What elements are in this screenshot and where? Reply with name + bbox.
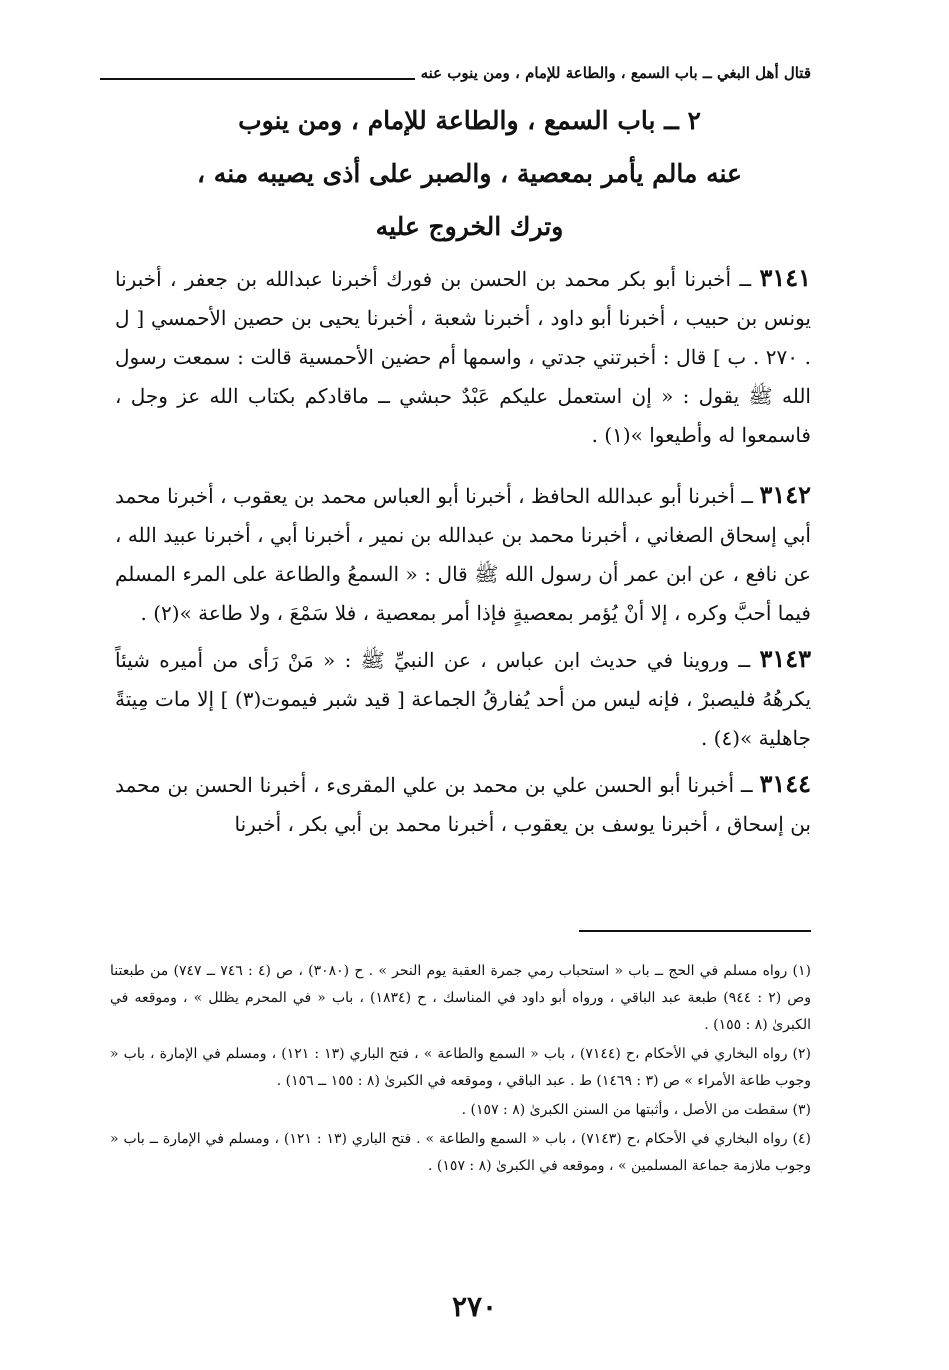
running-header [100,58,811,88]
hadith-3141 [115,258,811,455]
hadith-text: ــ أخبرنا أبو عبدالله الحافظ ، أخبرنا أبو العباس محمد بن يعقوب ، أخبرنا محمد أبي إسحاق الصغاني ، أخبرنا محمد بن عبدالله بن نمير ، أخبرنا أبي ، أخبرنا عبيد الله ، عن نافع ، عن ابن عمر أن رسول الله ﷺ قال : « السمعُ والطاعة على المرء المسلم فيما أحبَّ وكره ، إلا أنْ يُؤمر بمعصيةٍ فإذا أمر بمعصية ، فلا سَمْعَ ، ولا طاعة »(٢) . [115,484,811,625]
hadith-text: ــ وروينا في حديث ابن عباس ، عن النبيِّ ﷺ : « مَنْ رَأى من أميره شيئاً يكرهُهُ فليصبرْ ، فإنه ليس من أحد يُفارقُ الجماعة [ قيد شبر فيموت(٣) ] إلا مات مِيتةً جاهلية »(٤) . [115,648,812,750]
hadith-text: ــ أخبرنا أبو بكر محمد بن الحسن بن فورك أخبرنا عبدالله بن جعفر ، أخبرنا يونس بن حبيب ، أخبرنا أبو داود ، أخبرنا شعبة ، أخبرنا يحيى بن حصين الأحمسي [ ل . ٢٧٠ . ب ] قال : أخبرتني جدتي ، واسمها أم حضين الأحمسية قالت : سمعت رسول الله ﷺ يقول : « إن استعمل عليكم عَبْدٌ حبشي ــ ماقادكم بكتاب الله عز وجل ، فاسمعوا له وأطيعوا »(١) . [115,267,812,447]
chapter-title-line-3: وترك الخروج عليه [375,212,564,241]
running-header-text: قتال أهل البغي ــ باب السمع ، والطاعة للإمام ، ومن ينوب عنه [420,64,811,82]
chapter-title [120,94,819,253]
hadith-number: ٣١٤٤ [759,769,811,798]
main-text [115,258,811,844]
hadith-number: ٣١٤١ [759,263,811,292]
footnotes [110,958,811,1180]
footnote-3: (٣) سقطت من الأصل ، وأثبتها من السنن الكبرىٰ (٨ : ١٥٧) . [461,1102,811,1118]
chapter-title-line-1: ٢ ــ باب السمع ، والطاعة للإمام ، ومن ينوب [238,106,701,135]
hadith-text: ــ أخبرنا أبو الحسن علي بن محمد بن علي المقرىء ، أخبرنا الحسن بن محمد بن إسحاق ، أخبرنا يوسف بن يعقوب ، أخبرنا محمد بن أبي بكر ، أخبرنا [115,773,811,836]
hadith-3142 [115,475,811,633]
hadith-3143 [115,639,811,758]
header-rule [100,78,415,80]
page-number: ٢٧٠ [451,1290,498,1323]
hadith-number: ٣١٤٣ [759,644,811,673]
chapter-title-line-2: عنه مالم يأمر بمعصية ، والصبر على أذى يصيبه منه ، [197,159,742,188]
hadith-number: ٣١٤٢ [759,480,811,509]
footnote-separator [579,930,811,932]
footnote-4: (٤) رواه البخاري في الأحكام ،ح (٧١٤٣) ، باب « السمع والطاعة » . فتح الباري (١٣ : ١٢١) ، ومسلم في الإمارة ــ باب « وجوب ملازمة جماعة المسلمين » ، وموقعه في الكبرىٰ (٨ : ١٥٧) . [110,1131,811,1174]
footnote-1: (١) رواه مسلم في الحج ــ باب « استحباب رمي جمرة العقبة يوم النحر » . ح (٣٠٨٠) ، ص (٤ : ٧٤٦ ــ ٧٤٧) من طبعتنا وص (٢ : ٩٤٤) طبعة عبد الباقي ، ورواه أبو داود في المناسك ، ح (١٨٣٤) ، باب « في المحرم يظلل » ، وموقعه في الكبرىٰ (٨ : ١٥٥) . [110,963,812,1033]
footnote-2: (٢) رواه البخاري في الأحكام ،ح (٧١٤٤) ، باب « السمع والطاعة » ، فتح الباري (١٣ : ١٢١) ، ومسلم في الإمارة ، باب « وجوب طاعة الأمراء » ص (٣ : ١٤٦٩) ط . عبد الباقي ، وموقعه في الكبرىٰ (٨ : ١٥٥ ــ ١٥٦) . [110,1046,811,1089]
hadith-3144 [115,764,811,844]
